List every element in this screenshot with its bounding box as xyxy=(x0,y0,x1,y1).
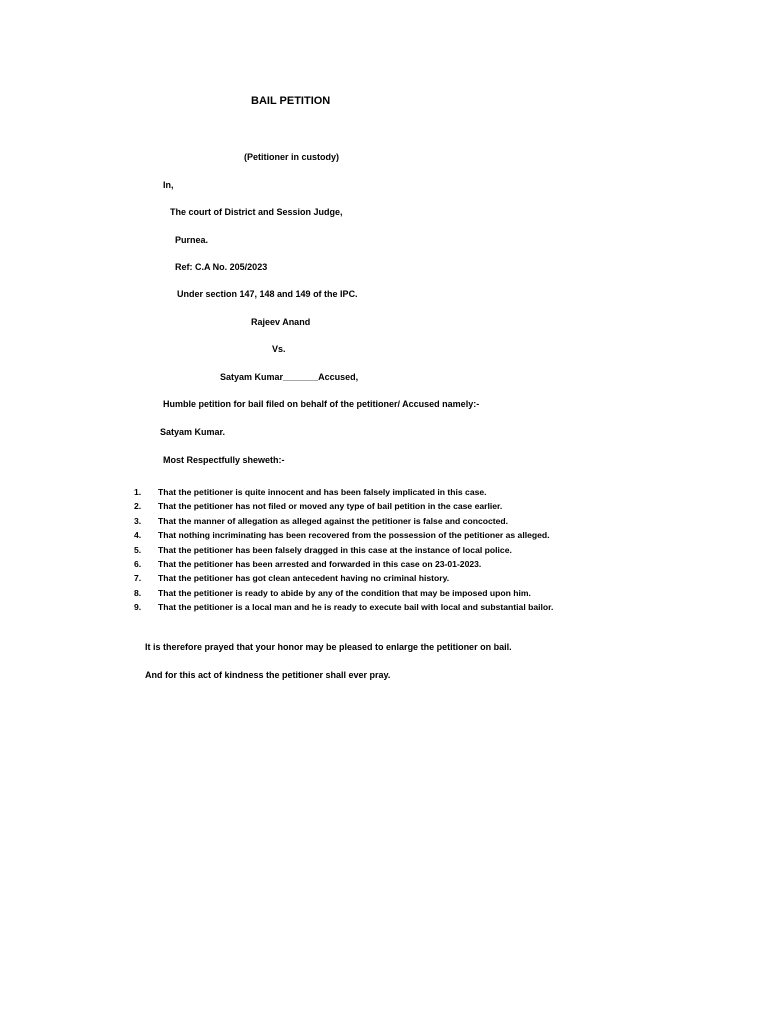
list-item-number: 4. xyxy=(134,530,142,541)
list-item xyxy=(134,586,553,600)
document-title: BAIL PETITION xyxy=(251,95,331,107)
list-item xyxy=(134,485,553,499)
list-item xyxy=(134,528,553,542)
list-item-text: That the petitioner is a local man and he is ready to execute bail with local and substantial bailor. xyxy=(158,602,554,613)
list-item-text: That nothing incriminating has been recovered from the possession of the petitioner as alleged. xyxy=(158,530,550,541)
list-item-number: 2. xyxy=(134,501,142,512)
list-item-text: That the manner of allegation as alleged against the petitioner is false and concocted. xyxy=(158,515,509,526)
court-place: Purnea. xyxy=(175,235,209,245)
case-reference: Ref: C.A No. 205/2023 xyxy=(175,262,268,272)
humble-petition-line: Humble petition for bail filed on behalf of the petitioner/ Accused namely:- xyxy=(163,399,480,409)
list-item-number: 8. xyxy=(134,587,142,598)
list-item-text: That the petitioner has got clean antecedent having no criminal history. xyxy=(158,573,450,584)
ipc-section: Under section 147, 148 and 149 of the IPC. xyxy=(177,289,358,299)
list-item-number: 3. xyxy=(134,515,142,526)
grounds-list xyxy=(134,485,553,615)
closing-line: And for this act of kindness the petitioner shall ever pray. xyxy=(145,670,391,680)
list-item-text: That the petitioner has been falsely dragged in this case at the instance of local police. xyxy=(158,544,512,555)
list-item-text: That the petitioner has been arrested and forwarded in this case on 23-01-2023. xyxy=(158,558,482,569)
list-item xyxy=(134,600,553,614)
list-item-number: 1. xyxy=(134,487,142,497)
accused-name: Satyam Kumar. xyxy=(160,427,226,437)
salutation: In, xyxy=(163,180,174,190)
court-name: The court of District and Session Judge, xyxy=(170,207,343,217)
list-item xyxy=(134,514,553,528)
list-item-text: That the petitioner has not filed or moved any type of bail petition in the case earlier. xyxy=(158,501,503,512)
list-item-text: That the petitioner is quite innocent and has been falsely implicated in this case. xyxy=(158,487,487,497)
list-item xyxy=(134,571,553,585)
list-item-number: 7. xyxy=(134,573,142,584)
versus-label: Vs. xyxy=(272,344,286,354)
list-item-text: That the petitioner is ready to abide by any of the condition that may be imposed upon him. xyxy=(158,587,531,598)
list-item-number: 9. xyxy=(134,602,142,613)
list-item-number: 5. xyxy=(134,544,142,555)
prayer-line: It is therefore prayed that your honor may be pleased to enlarge the petitioner on bail. xyxy=(145,642,512,652)
sheweth-line: Most Respectfully sheweth:- xyxy=(163,455,285,465)
custody-note: (Petitioner in custody) xyxy=(244,152,340,162)
complainant-name: Rajeev Anand xyxy=(251,317,311,327)
list-item xyxy=(134,499,553,513)
list-item-number: 6. xyxy=(134,558,142,569)
accused-line: Satyam Kumar_______Accused, xyxy=(220,372,359,382)
list-item xyxy=(134,543,553,557)
list-item xyxy=(134,557,553,571)
